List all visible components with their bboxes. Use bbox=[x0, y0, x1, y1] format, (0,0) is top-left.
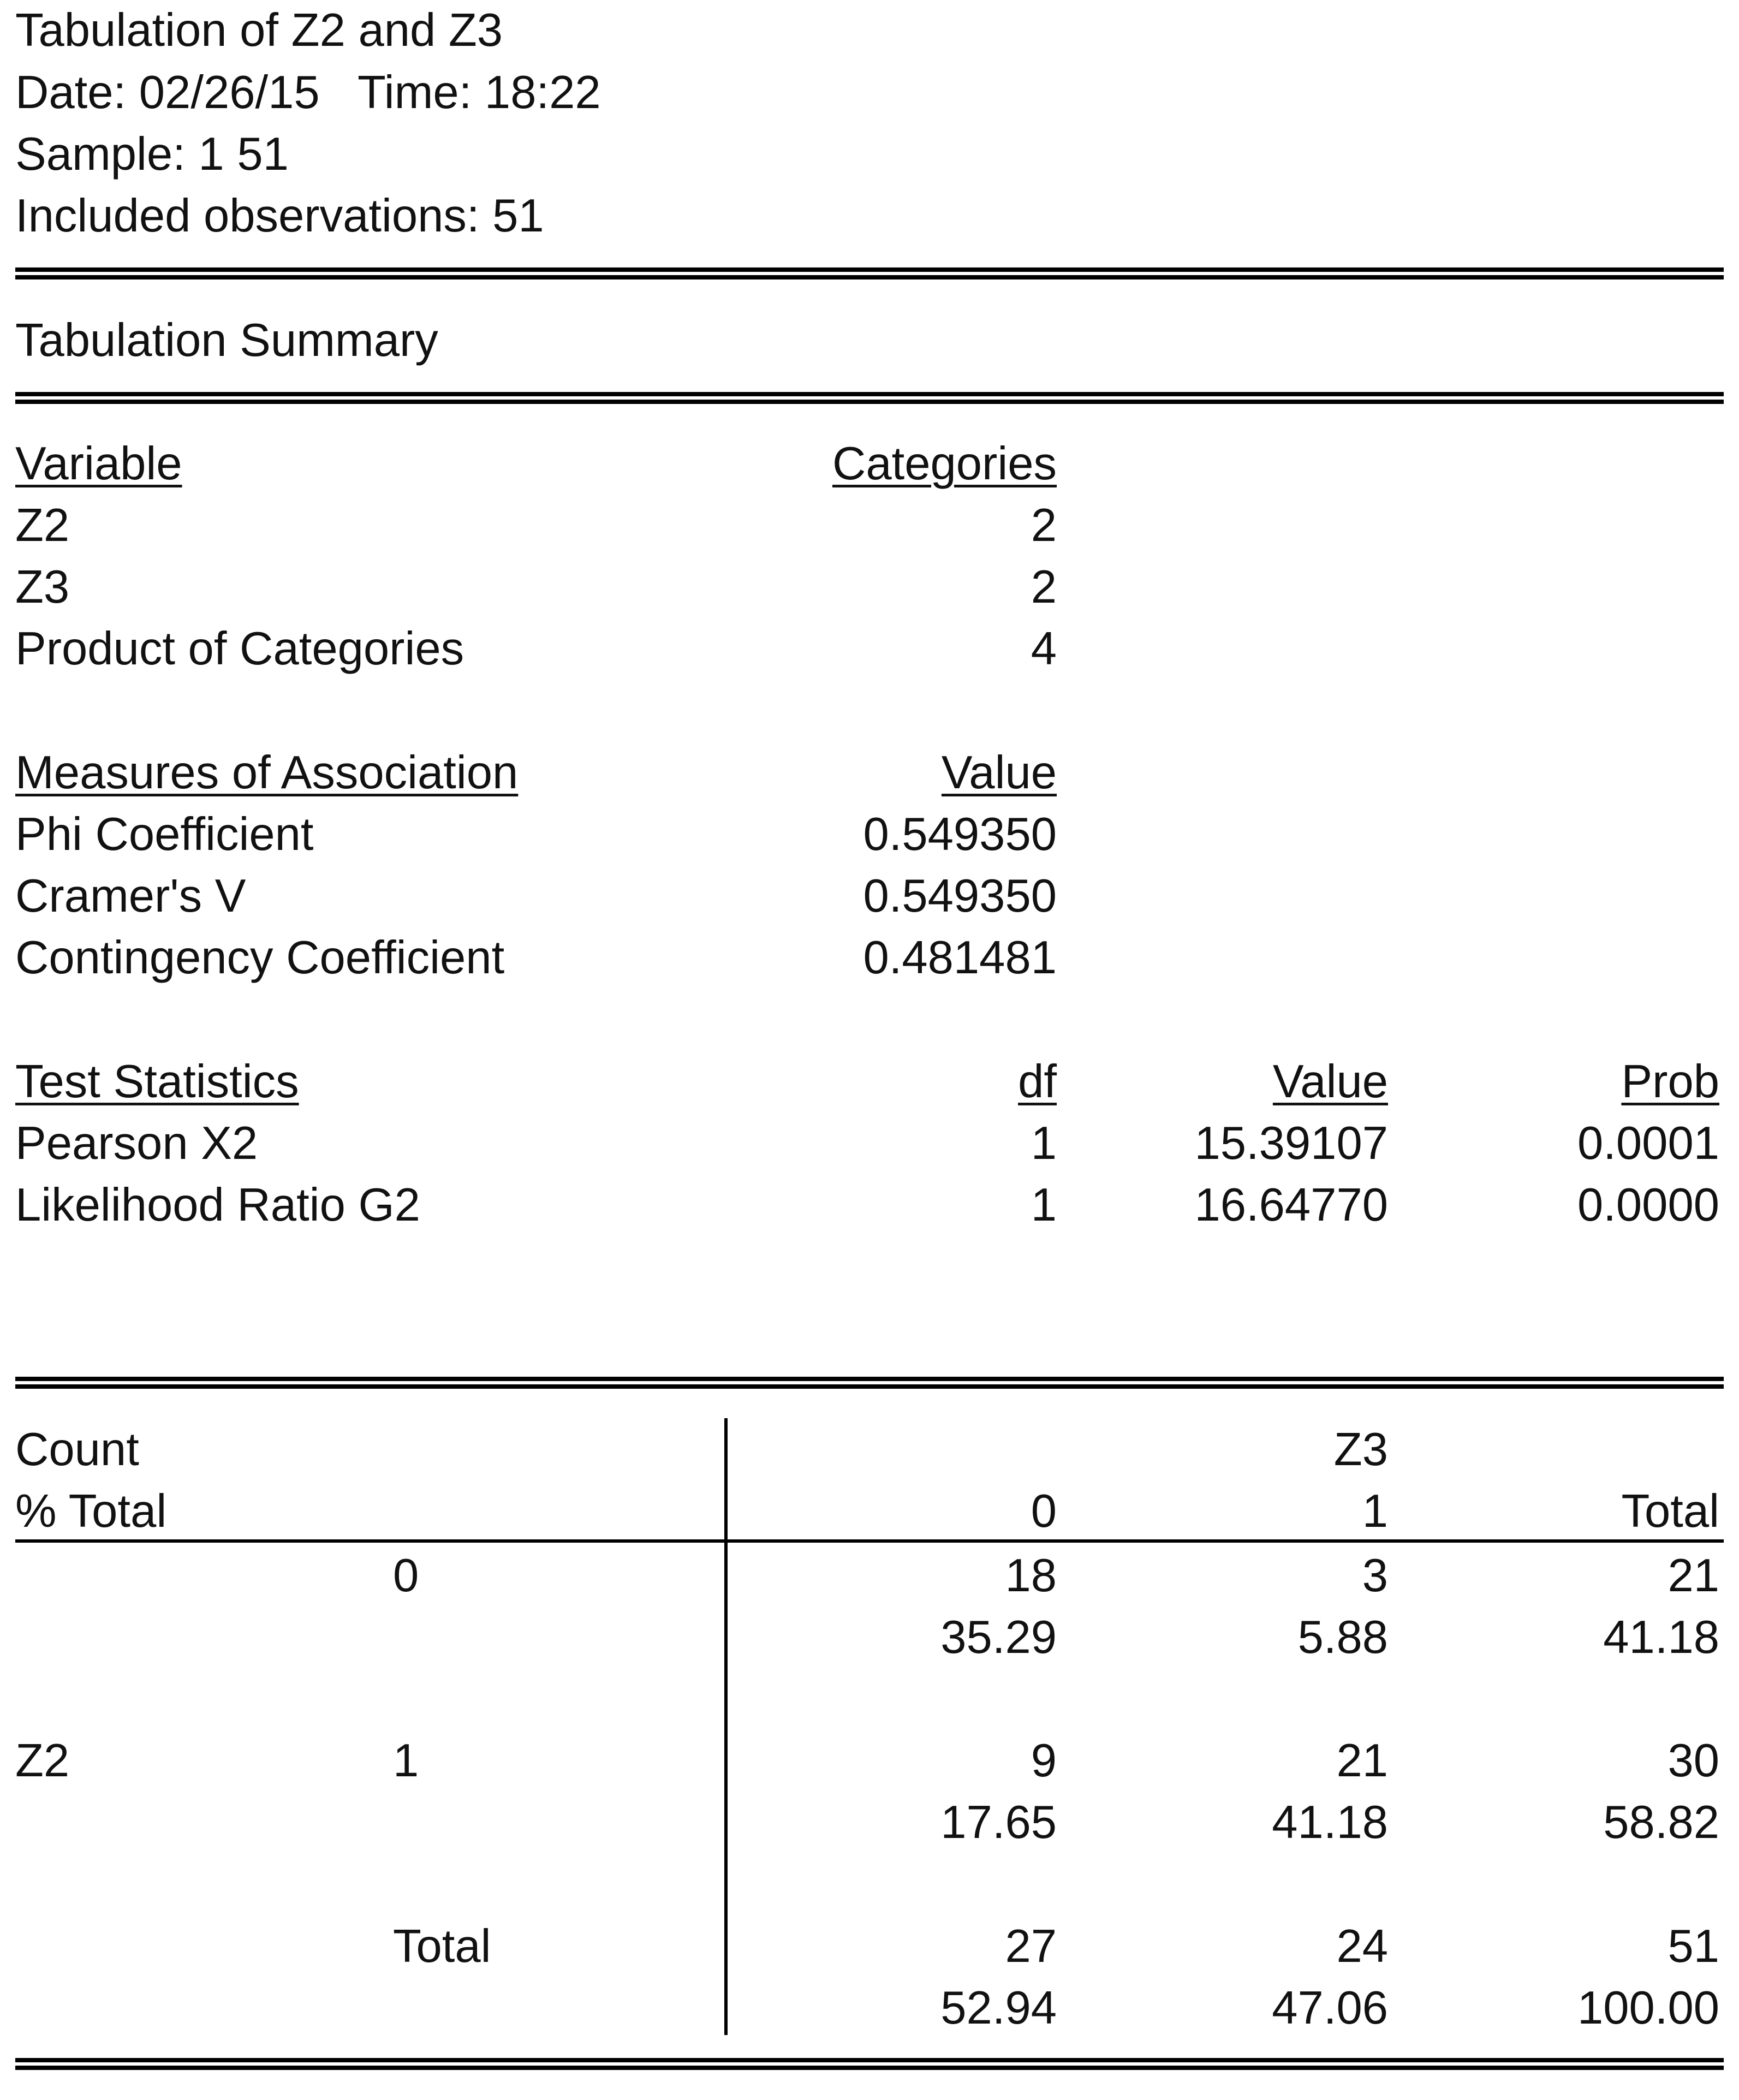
row-label: 1 bbox=[393, 1735, 419, 1787]
cell-pct: 35.29 bbox=[940, 1611, 1057, 1663]
column-head-total: Total bbox=[1621, 1485, 1719, 1537]
count-label: Count bbox=[15, 1424, 139, 1476]
double-rule-top bbox=[15, 267, 1724, 279]
test-df: 1 bbox=[1031, 1179, 1057, 1231]
cell-pct: 41.18 bbox=[1272, 1796, 1388, 1848]
summary-title: Tabulation Summary bbox=[15, 314, 438, 366]
variable-name: Product of Categories bbox=[15, 623, 464, 675]
association-name: Contingency Coefficient bbox=[15, 932, 505, 984]
test-value: 16.64770 bbox=[1194, 1179, 1388, 1231]
test-prob: 0.0000 bbox=[1577, 1179, 1719, 1231]
crosstab-vertical-rule bbox=[724, 1418, 728, 2035]
categories-header: Categories bbox=[832, 438, 1057, 490]
cell-pct: 5.88 bbox=[1297, 1611, 1388, 1663]
cell-pct: 58.82 bbox=[1603, 1796, 1719, 1848]
association-value: 0.549350 bbox=[863, 870, 1057, 922]
crosstab-header-rule bbox=[15, 1539, 1724, 1543]
variable-categories: 4 bbox=[1031, 623, 1057, 675]
test-value-header: Value bbox=[1272, 1056, 1388, 1108]
variable-name: Z2 bbox=[15, 499, 70, 551]
prob-header: Prob bbox=[1621, 1056, 1719, 1108]
cell-count: 9 bbox=[1031, 1735, 1057, 1787]
pct-total-label: % Total bbox=[15, 1485, 167, 1537]
cell-pct: 41.18 bbox=[1603, 1611, 1719, 1663]
cell-pct: 100.00 bbox=[1577, 1982, 1719, 2034]
test-name: Likelihood Ratio G2 bbox=[15, 1179, 420, 1231]
double-rule-crosstab bbox=[15, 1377, 1724, 1389]
sample-line: Sample: 1 51 bbox=[15, 128, 289, 180]
cell-count: 27 bbox=[1005, 1920, 1057, 1972]
cell-count: 24 bbox=[1336, 1920, 1388, 1972]
cell-count: 21 bbox=[1336, 1735, 1388, 1787]
row-label-total: Total bbox=[393, 1920, 491, 1972]
cell-pct: 52.94 bbox=[940, 1982, 1057, 2034]
variable-header: Variable bbox=[15, 438, 182, 490]
cell-count: 18 bbox=[1005, 1550, 1057, 1602]
association-value-header: Value bbox=[941, 747, 1057, 799]
association-name: Cramer's V bbox=[15, 870, 246, 922]
variable-categories: 2 bbox=[1031, 499, 1057, 551]
double-rule-bottom bbox=[15, 2058, 1724, 2070]
column-variable-label: Z3 bbox=[1333, 1424, 1388, 1476]
cell-count: 3 bbox=[1362, 1550, 1388, 1602]
test-name: Pearson X2 bbox=[15, 1117, 258, 1169]
association-name: Phi Coefficient bbox=[15, 808, 314, 860]
association-header: Measures of Association bbox=[15, 747, 519, 799]
association-value: 0.549350 bbox=[863, 808, 1057, 860]
column-head: 0 bbox=[1031, 1485, 1057, 1537]
row-label: 0 bbox=[393, 1550, 419, 1602]
cell-pct: 47.06 bbox=[1272, 1982, 1388, 2034]
df-header: df bbox=[1018, 1056, 1057, 1108]
test-statistics-header: Test Statistics bbox=[15, 1056, 299, 1108]
observations-line: Included observations: 51 bbox=[15, 190, 544, 242]
test-prob: 0.0001 bbox=[1577, 1117, 1719, 1169]
cell-count: 21 bbox=[1667, 1550, 1719, 1602]
variable-name: Z3 bbox=[15, 561, 70, 613]
test-df: 1 bbox=[1031, 1117, 1057, 1169]
cell-count: 30 bbox=[1667, 1735, 1719, 1787]
report-title: Tabulation of Z2 and Z3 bbox=[15, 4, 503, 56]
double-rule-summary bbox=[15, 392, 1724, 404]
cell-pct: 17.65 bbox=[940, 1796, 1057, 1848]
association-value: 0.481481 bbox=[863, 932, 1057, 984]
column-head: 1 bbox=[1362, 1485, 1388, 1537]
row-variable-label: Z2 bbox=[15, 1735, 70, 1787]
cell-count: 51 bbox=[1667, 1920, 1719, 1972]
test-value: 15.39107 bbox=[1194, 1117, 1388, 1169]
date-time-line: Date: 02/26/15 Time: 18:22 bbox=[15, 67, 601, 118]
variable-categories: 2 bbox=[1031, 561, 1057, 613]
